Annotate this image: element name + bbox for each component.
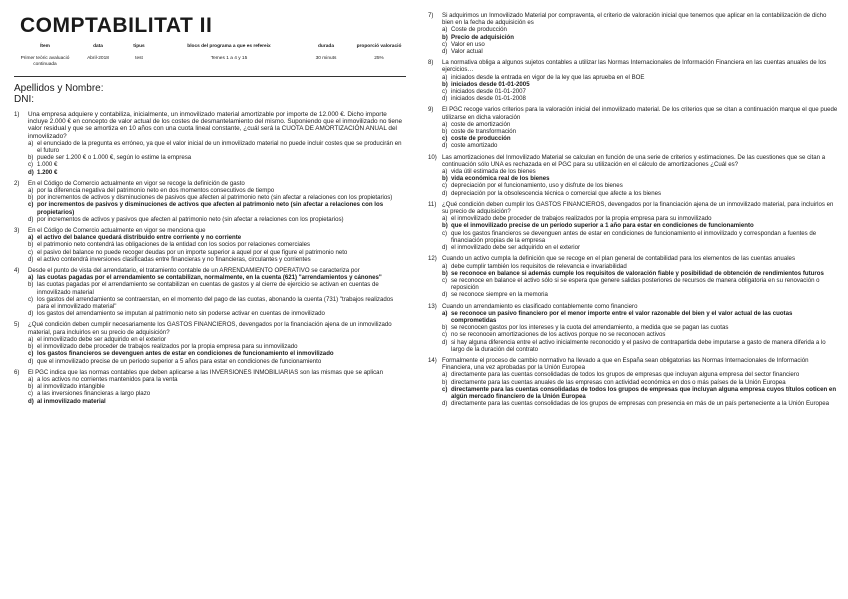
answer-option: [428, 215, 838, 222]
answer-option: [428, 142, 838, 149]
option-letter: b): [28, 383, 34, 391]
option-letter: a): [28, 187, 34, 195]
option-letter: c): [442, 385, 448, 393]
question: [14, 180, 406, 223]
question-stem: [14, 111, 406, 140]
question-stem: [428, 201, 838, 215]
answer-option: [14, 187, 406, 194]
question-text: Formalmente el proceso de cambio normativo ha llevado a que en España sean obligatorias las Normas Internacionales de Información Financiera, una vez aprobadas por la Unión Europea: [442, 356, 809, 372]
table-header: blocs del programa a que es refereix: [187, 44, 271, 49]
option-letter: c): [442, 135, 448, 143]
option-text: el activo del balance quedará distribuido entre corriente y no corriente: [37, 234, 242, 242]
option-letter: d): [28, 397, 34, 405]
question-number: 1): [14, 111, 20, 118]
option-text: Valor en uso: [451, 40, 485, 48]
question-text: En el Código de Comercio actualmente en vigor se menciona que: [28, 227, 206, 235]
option-text: los gastos del arrendamiento se imputan al patrimonio neto sin poderse activar en cuentas de inmovilizado: [37, 310, 325, 318]
option-text: el inmovilizado debe ser adquirido en el exterior: [451, 244, 581, 252]
option-letter: d): [28, 357, 34, 365]
question-text: ¿Qué condición deben cumplir necesariamente los GASTOS FINANCIEROS, devengados por la financiación ajena de un inmovilizado material, para incluirlos en su precio de adquisición?: [28, 321, 392, 336]
option-text: vida económica real de los bienes: [451, 175, 550, 183]
option-letter: d): [442, 95, 448, 103]
option-text: coste de amortización: [451, 120, 511, 128]
option-letter: d): [28, 215, 34, 223]
option-text: al inmovilizado intangible: [37, 383, 105, 391]
option-text: que los gastos financieros se devenguen antes de estar en condiciones de funcionamiento el inmovilizado y correspondan a fuentes de financiación propias de la empresa: [451, 229, 817, 244]
option-text: coste de transformación: [451, 128, 517, 136]
question-number: 11): [428, 200, 437, 208]
table-cell: Abril-2018: [87, 56, 109, 61]
option-text: por incrementos de pasivos y disminuciones de activos que afecten al patrimonio neto (sin afectar a relaciones con los propietarios): [37, 201, 384, 216]
option-text: coste amortizado: [451, 142, 498, 150]
answer-option: [14, 234, 406, 241]
answer-option: [14, 216, 406, 223]
question-number: 12): [428, 255, 437, 263]
option-text: que el inmovilizado precise de un período superior a 1 año para estar en condiciones de funcionamiento: [451, 222, 754, 230]
answer-option: [428, 324, 838, 331]
option-letter: b): [442, 33, 448, 41]
option-text: no se reconocen amortizaciones de los activos porque no se reconocen activos: [451, 331, 666, 339]
question-text: Cuando un arrendamiento es clasificado contablemente como financiero: [442, 302, 638, 310]
answer-option: [428, 291, 838, 298]
option-letter: c): [28, 248, 34, 256]
answer-option: [14, 194, 406, 201]
option-text: 1.200 €: [37, 168, 58, 176]
option-letter: a): [442, 309, 448, 317]
answer-option: [14, 249, 406, 256]
question: [428, 106, 838, 149]
option-text: puede ser 1.200 € o 1.000 €, según lo estime la empresa: [37, 154, 192, 162]
option-letter: d): [442, 338, 448, 346]
answer-option: [14, 310, 406, 317]
question-number: 9): [428, 106, 434, 114]
question-text: Las amortizaciones del Inmovilizado Material se calculan en función de una serie de criterios y estimaciones. De las cuestiones que se citan a continuación sólo UNA es rechazada en el PGC para su utilización en el cálculo de amortizaciones ¿Cuál es?: [442, 153, 826, 168]
answer-option: [428, 230, 838, 244]
questions-left: [14, 111, 406, 405]
option-text: directamente para las cuentas consolidadas de todos los grupos de empresas que incluyan alguna empresa del sector financiero: [451, 371, 800, 379]
option-letter: a): [442, 26, 448, 34]
option-letter: c): [442, 276, 448, 284]
left-column: [14, 8, 406, 405]
option-letter: c): [442, 182, 448, 190]
option-letter: b): [442, 80, 448, 88]
option-text: el patrimonio neto contendrá las obligaciones de la entidad con los socios por relaciones comerciales: [37, 241, 311, 249]
option-letter: b): [442, 175, 448, 183]
question-stem: [428, 12, 838, 26]
option-text: iniciados desde 01-01-2008: [451, 95, 526, 103]
table-header: durada: [318, 44, 334, 49]
table-header: tipus: [133, 44, 145, 49]
option-letter: c): [442, 40, 448, 48]
answer-option: [14, 383, 406, 390]
option-letter: a): [442, 168, 448, 176]
question-number: 13): [428, 302, 437, 310]
name-field-label: Apellidos y Nombre:: [14, 83, 104, 94]
option-letter: c): [28, 201, 34, 209]
answer-option: [14, 140, 406, 154]
question-number: 8): [428, 59, 434, 67]
answer-option: [14, 390, 406, 397]
answer-option: [428, 400, 838, 407]
question-stem: [14, 321, 406, 335]
exam-info-table: [14, 42, 406, 68]
question-number: 3): [14, 227, 20, 235]
answer-option: [428, 386, 838, 400]
option-text: iniciados desde 01-01-2005: [451, 80, 530, 88]
option-letter: b): [28, 154, 34, 162]
option-text: al inmovilizado material: [37, 397, 106, 405]
option-text: 1.000 €: [37, 161, 58, 169]
option-letter: d): [28, 255, 34, 263]
option-text: se reconoce en balance si además cumple los requisitos de valoración fiable y posibilidad de obtención de rendimientos futuros: [451, 269, 824, 277]
option-letter: d): [442, 189, 448, 197]
option-letter: c): [442, 229, 448, 237]
question: [428, 357, 838, 407]
answer-option: [14, 350, 406, 357]
question-text: Desde el punto de vista del arrendatario, el tratamiento contable de un ARRENDAMIENTO OPERATIVO se caracteriza por: [28, 267, 360, 275]
option-letter: a): [442, 371, 448, 379]
option-text: el enunciado de la pregunta es erróneo, ya que el valor inicial de un inmovilizado material no puede incluir costes que se producirán en el futuro: [37, 139, 402, 155]
option-letter: c): [28, 390, 34, 398]
answer-option: [428, 128, 838, 135]
option-text: por incrementos de activos y pasivos que afecten al patrimonio neto (sin afectar a relaciones con los propietarios): [37, 215, 344, 223]
question: [428, 59, 838, 102]
question-number: 2): [14, 179, 20, 187]
answer-option: [428, 88, 838, 95]
right-column: [428, 8, 838, 407]
question-number: 5): [14, 321, 20, 329]
option-letter: c): [442, 331, 448, 339]
option-text: los gastos financieros se devenguen antes de estar en condiciones de funcionamiento el inmovilizado: [37, 350, 334, 358]
answer-option: [14, 169, 406, 176]
option-text: directamente para las cuentas consolidadas de todos los grupos de empresas que incluyan alguna empresa cuyos títulos coticen en algún mercado financiero de la Unión Europea: [451, 385, 837, 400]
option-letter: d): [442, 291, 448, 299]
option-letter: b): [442, 269, 448, 277]
table-header: Ítem: [40, 44, 50, 49]
answer-option: [428, 339, 838, 353]
question: [428, 154, 838, 197]
option-letter: d): [442, 142, 448, 150]
answer-option: [428, 48, 838, 55]
option-letter: a): [442, 215, 448, 223]
option-text: si hay alguna diferencia entre el activo inicialmente reconocido y el pasivo de contrapartida debe imputarse a gasto de manera diferida a lo largo de la duración del contrato: [451, 338, 826, 353]
question: [428, 201, 838, 251]
question-stem: [14, 267, 406, 274]
answer-option: [428, 81, 838, 88]
option-letter: d): [442, 244, 448, 252]
answer-option: [428, 371, 838, 378]
option-text: el pasivo del balance no puede recoger deudas por un importe superior a aquel por el que figure el patrimonio neto: [37, 248, 348, 256]
dni-field-label: DNI:: [14, 94, 34, 105]
page-title: COMPTABILITAT II: [20, 14, 213, 37]
option-letter: a): [28, 139, 34, 147]
answer-option: [14, 154, 406, 161]
option-text: Coste de producción: [451, 26, 507, 34]
question-stem: [428, 303, 838, 310]
answer-option: [428, 222, 838, 229]
option-text: las cuotas pagadas por el arrendamiento se contabilizan en cuentas de gastos y al cierre de ejercicio se activan en cuentas de inmovilizado material: [37, 281, 379, 296]
question-stem: [428, 106, 838, 120]
option-letter: d): [442, 48, 448, 56]
answer-option: [14, 241, 406, 248]
question: [14, 369, 406, 405]
answer-option: [428, 277, 838, 291]
question-stem: [14, 369, 406, 376]
answer-option: [428, 379, 838, 386]
option-text: el activo contendrá inversiones clasificadas entre financieras y no financieras, circulantes y corrientes: [37, 255, 311, 263]
answer-option: [428, 34, 838, 41]
answer-option: [428, 74, 838, 81]
answer-option: [428, 244, 838, 251]
option-letter: d): [442, 400, 448, 408]
answer-option: [14, 398, 406, 405]
answer-option: [428, 331, 838, 338]
answer-option: [428, 168, 838, 175]
option-letter: a): [442, 120, 448, 128]
question-stem: [428, 357, 838, 371]
option-text: directamente para las cuentas consolidadas de los grupos de empresas con presencia en más de un país perteneciente a la Unión Europea: [451, 400, 830, 408]
option-letter: d): [28, 310, 34, 318]
option-text: a las inversiones financieras a largo plazo: [37, 390, 151, 398]
table-cell: Primer teòric avaluació continuada: [20, 56, 70, 67]
option-text: las cuotas pagadas por el arrendamiento se contabilizan, normalmente, en la cuenta (621) "arrendamientos y cánones": [37, 274, 382, 282]
option-letter: b): [28, 241, 34, 249]
option-letter: a): [28, 335, 34, 343]
question-text: En el Código de Comercio actualmente en vigor se recoge la definición de gasto: [28, 179, 245, 187]
option-text: se reconoce en balance el activo sólo si se espera que genere salidas posteriores de recursos de manera obligatoria en su renovación o reposición: [451, 276, 820, 292]
answer-option: [14, 201, 406, 215]
option-text: el inmovilizado debe ser adquirido en el exterior: [37, 335, 167, 343]
questions-right: [428, 12, 838, 407]
option-letter: b): [28, 343, 34, 351]
option-text: Precio de adquisición: [451, 33, 514, 41]
question: [428, 255, 838, 298]
option-letter: b): [442, 378, 448, 386]
answer-option: [428, 175, 838, 182]
option-letter: a): [28, 274, 34, 282]
option-text: depreciación por el funcionamiento, uso y disfrute de los bienes: [451, 182, 623, 190]
question: [14, 227, 406, 263]
question-text: El PGC recoge varios criterios para la valoración inicial del inmovilizado material. De los criterios que se citan a continuación marque el que puede utilizarse en dicha valoración: [442, 106, 838, 121]
option-text: se reconocen gastos por los intereses y la cuota del arrendamiento, a medida que se pagan las cuotas: [451, 324, 729, 332]
question: [428, 12, 838, 55]
answer-option: [14, 296, 406, 310]
option-text: iniciados desde 01-01-2007: [451, 88, 526, 96]
answer-option: [14, 274, 406, 281]
answer-option: [428, 263, 838, 270]
answer-option: [428, 182, 838, 189]
option-text: que el inmovilizado precise de un período superior a 5 años para estar en condiciones de funcionamiento: [37, 357, 322, 365]
option-letter: b): [28, 194, 34, 202]
answer-option: [14, 343, 406, 350]
answer-option: [428, 135, 838, 142]
option-text: directamente para las cuentas anuales de las empresas con actividad económica en dos o más países de la Unión Europea: [451, 378, 786, 386]
option-letter: b): [442, 324, 448, 332]
answer-option: [14, 161, 406, 168]
option-text: iniciados desde la entrada en vigor de la ley que las aprueba en el BOE: [451, 73, 645, 81]
question-number: 14): [428, 356, 437, 364]
question-stem: [428, 255, 838, 262]
option-text: coste de producción: [451, 135, 511, 143]
question-stem: [14, 227, 406, 234]
question-text: El PGC indica que las normas contables que deben aplicarse a las INVERSIONES INMOBILIARIAS son las mismas que se aplican: [28, 368, 383, 376]
option-letter: d): [28, 168, 34, 176]
answer-option: [14, 376, 406, 383]
option-letter: a): [28, 234, 34, 242]
answer-option: [428, 310, 838, 324]
option-text: los gastos del arrendamiento se contraerstan, en el momento del pago de las cuotas, abonando la cuenta (731) "trabajos realizados para el inmovilizado material": [37, 295, 394, 311]
question: [14, 321, 406, 364]
option-text: depreciación por la obsolescencia técnica o comercial que afecte a los bienes: [451, 189, 662, 197]
option-letter: c): [28, 161, 34, 169]
question-text: Cuando un activo cumpla la definición que se recoge en el plan general de contabilidad para los elementos de las cuentas anuales: [442, 255, 795, 263]
option-text: se reconoce siempre en la memoria: [451, 291, 548, 299]
question-text: Si adquirimos un Inmovilizado Material por compraventa, el criterio de valoración inicial que tenemos que aplicar en la contabilización de dicho bien en la fecha de adquisición es: [442, 12, 827, 27]
option-text: debe cumplir también los requisitos de relevancia e invariabilidad: [451, 262, 627, 270]
option-letter: c): [28, 350, 34, 358]
answer-option: [428, 121, 838, 128]
question-text: La normativa obliga a algunos sujetos contables a utilizar las Normas Internacionales de Información Financiera en las cuentas anuales de los ejercicios…: [442, 59, 827, 74]
option-text: el inmovilizado debe proceder de trabajos realizados por la propia empresa para su inmovilizado: [37, 343, 298, 351]
answer-option: [428, 270, 838, 277]
question: [14, 267, 406, 317]
table-cell: Temes 1 a 4 y 15: [210, 56, 248, 61]
question-number: 7): [428, 12, 434, 19]
question-number: 10): [428, 153, 437, 161]
question-number: 6): [14, 368, 20, 376]
answer-option: [14, 336, 406, 343]
option-letter: b): [442, 222, 448, 230]
option-letter: a): [442, 73, 448, 81]
option-letter: b): [28, 281, 34, 289]
question-stem: [428, 59, 838, 73]
table-header: data: [93, 44, 103, 49]
option-letter: a): [442, 262, 448, 270]
question-stem: [428, 154, 838, 168]
answer-option: [428, 41, 838, 48]
option-letter: c): [28, 295, 34, 303]
option-text: Valor actual: [451, 48, 483, 56]
option-text: el inmovilizado debe proceder de trabajos realizados por la propia empresa para su inmovilizado: [451, 215, 712, 223]
answer-option: [14, 358, 406, 365]
question-number: 4): [14, 267, 20, 275]
divider: [14, 76, 406, 77]
answer-option: [428, 95, 838, 102]
answer-option: [14, 256, 406, 263]
option-letter: a): [28, 375, 34, 383]
question: [428, 303, 838, 353]
question-text: ¿Qué condición deben cumplir los GASTOS FINANCIEROS, devengados por la financiación ajena de un inmovilizado material, para incluirlos en su precio de adquisición?: [442, 200, 834, 216]
option-letter: c): [442, 88, 448, 96]
option-text: a los activos no corrientes mantenidos para la venta: [37, 375, 178, 383]
table-cell: 30 minuts: [315, 56, 337, 61]
option-text: vida útil estimada de los bienes: [451, 168, 536, 176]
question-text: Una empresa adquiere y contabiliza, inicialmente, un inmovilizado material amortizable por importe de 12.000 €. Dicho importe incluye 2.000 € en concepto de valor actual de los costes de desmantelamiento del mismo. Suponiendo que el inmovilizado no tiene valor residual y que se amortiza en 10 años con una cuota lineal constante, ¿cuál será la CUOTA DE AMORTIZACIÓN ANUAL del inmovilizado?: [28, 111, 403, 140]
table-cell: 25%: [374, 56, 384, 61]
option-text: se reconoce un pasivo financiero por el menor importe entre el valor razonable del bien y el valor actual de las cuotas comprometidas: [451, 309, 793, 324]
option-text: por incrementos de activos y disminuciones de pasivos que afecten al patrimonio neto (sin afectar a relaciones con los propietarios): [37, 194, 393, 202]
question: [14, 111, 406, 176]
table-cell: test: [135, 56, 143, 61]
question-stem: [14, 180, 406, 187]
answer-option: [428, 190, 838, 197]
answer-option: [428, 26, 838, 33]
option-letter: b): [442, 128, 448, 136]
option-text: por la diferencia negativa del patrimonio neto en dos momentos consecutivos de tiempo: [37, 187, 275, 195]
answer-option: [14, 281, 406, 295]
table-header: proporció valoració: [356, 44, 402, 49]
